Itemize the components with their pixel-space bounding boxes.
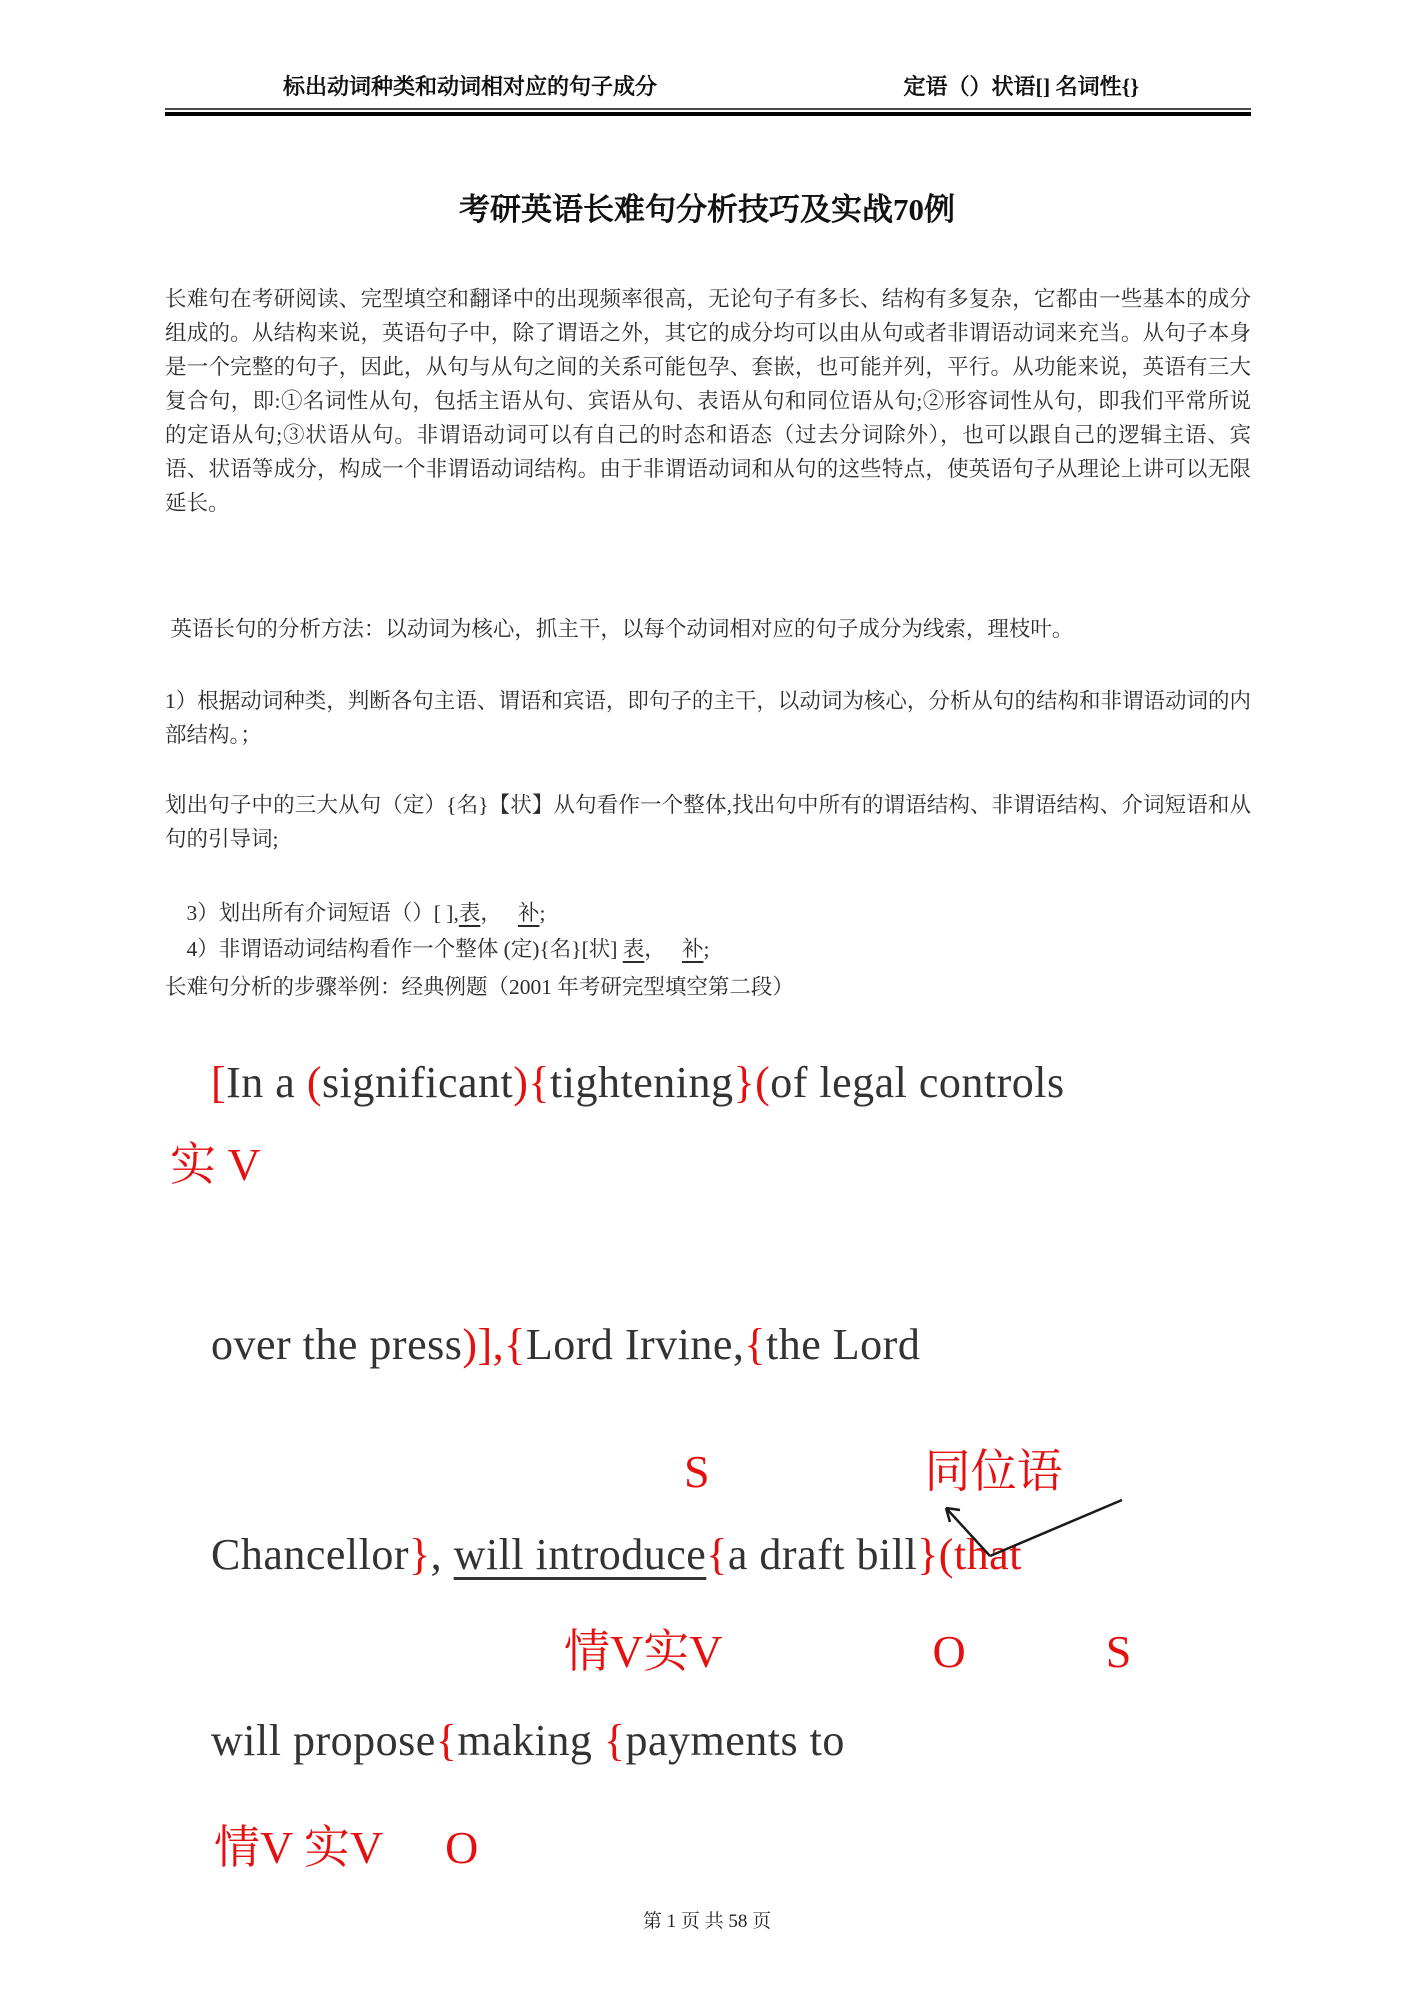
step-1-paragraph: 1）根据动词种类，判断各句主语、谓语和宾语，即句子的主干，以动词为核心，分析从句的结构和非谓语动词的内部结构。； bbox=[165, 689, 1251, 747]
sentence-segment: Lord Irvine, bbox=[525, 1320, 745, 1369]
verb-labels: 情V实V bbox=[564, 1626, 723, 1677]
brace-paren-mark: }( bbox=[733, 1058, 771, 1107]
brace-mark: } bbox=[409, 1530, 431, 1579]
page-footer: 第 1 页 共 58 页 bbox=[642, 1911, 772, 1932]
object-label: O bbox=[445, 1822, 479, 1873]
step-4-mid: ， bbox=[644, 937, 682, 961]
brace-mark: { bbox=[435, 1716, 458, 1765]
sentence-segment: over the press bbox=[211, 1320, 463, 1369]
sentence-segment: In a bbox=[226, 1058, 307, 1107]
step-3-predicative: 表 bbox=[458, 901, 481, 925]
page-title: 考研英语长难句分析技巧及实战70例 bbox=[459, 192, 955, 227]
relative-pronoun: that bbox=[953, 1530, 1022, 1579]
step-4-complement: 补 bbox=[681, 937, 704, 961]
sentence-line-1 bbox=[165, 1006, 1065, 1159]
object-label: O bbox=[932, 1626, 966, 1677]
brace-mark: { bbox=[706, 1530, 728, 1579]
paren-brace-mark: ){ bbox=[513, 1058, 551, 1107]
header-right-text: 定语（）状语[] 名词性{} bbox=[903, 74, 1139, 99]
sentence-segment: significant bbox=[322, 1058, 514, 1107]
header-left-text: 标出动词种类和动词相对应的句子成分 bbox=[283, 74, 658, 99]
paren-mark: ( bbox=[306, 1058, 322, 1107]
brace-mark: { bbox=[603, 1716, 626, 1765]
step-3-suffix: ; bbox=[539, 901, 546, 925]
sentence-segment: the Lord bbox=[766, 1320, 921, 1369]
subject-label: S bbox=[1105, 1626, 1132, 1677]
intro-paragraph: 长难句在考研阅读、完型填空和翻译中的出现频率很高，无论句子有多长、结构有多复杂，它都由一些基本的成分组成的。从结构来说，英语句子中，除了谓语之外，其它的成分均可以由从句或者非谓语动词来充当。从句子本身是一个完整的句子，因此，从句与从句之间的关系可能包孕、套嵌，也可能并列，平行。从功能来说，英语有三大复合句，即:①名词性从句，包括主语从句、宾语从句、表语从句和同位语从句;②形容词性从句，即我们平常所说的定语从句;③状语从句。非谓语动词可以有自己的时态和语态（过去分词除外），也可以跟自己的逻辑主语、宾语、状语等成分，构成一个非谓语动词结构。由于非谓语动词和从句的这些特点，使英语句子从理论上讲可以无限延长。 bbox=[165, 287, 1251, 515]
page-header bbox=[165, 70, 1251, 116]
bracket-mark: [ bbox=[211, 1058, 227, 1107]
predicate-underlined: will introduce bbox=[453, 1530, 707, 1579]
step-3-complement: 补 bbox=[517, 901, 540, 925]
brace-paren-mark: }( bbox=[917, 1530, 954, 1579]
header-rule-thin bbox=[165, 108, 1251, 110]
sentence-segment: will propose bbox=[211, 1716, 436, 1765]
sentence-segment: a draft bill bbox=[727, 1530, 918, 1579]
step-4-predicative: 表 bbox=[622, 937, 645, 961]
sentence-segment: of legal controls bbox=[770, 1058, 1065, 1107]
step-2-paragraph: 划出句子中的三大从句（定）{名}【状】从句看作一个整体,找出句中所有的谓语结构、非谓语结构、介词短语和从句的引导词; bbox=[165, 793, 1251, 851]
step-3-mid: ， bbox=[480, 901, 518, 925]
step-3-prefix: 3）划出所有介词短语（）[ ], bbox=[186, 901, 459, 925]
sentence-segment: tightening bbox=[550, 1058, 734, 1107]
sentence-segment: making bbox=[457, 1716, 604, 1765]
sentence-segment: payments to bbox=[625, 1716, 845, 1765]
step-4-suffix: ; bbox=[703, 937, 710, 961]
closing-marks: )],{ bbox=[462, 1320, 526, 1369]
header-rule-thick bbox=[165, 112, 1251, 116]
appositive-label: 同位语 bbox=[924, 1446, 1063, 1497]
subject-label: S bbox=[684, 1446, 710, 1497]
reference-arrow bbox=[918, 1496, 1130, 1566]
annotation-real-verb: 实 V bbox=[170, 1139, 261, 1190]
example-caption: 长难句分析的步骤举例：经典例题（2001 年考研完型填空第二段） bbox=[165, 975, 794, 999]
sentence-segment: , bbox=[430, 1530, 454, 1579]
sentence-segment: Chancellor bbox=[211, 1530, 410, 1579]
brace-mark: { bbox=[744, 1320, 767, 1369]
step-4-prefix: 4）非谓语动词结构看作一个整体 (定){名}[状] bbox=[186, 937, 623, 961]
verb-labels: 情V 实V bbox=[214, 1822, 384, 1873]
annotation-modal-real-verb-o bbox=[168, 1758, 478, 1930]
method-paragraph: 英语长句的分析方法：以动词为核心，抓主干，以每个动词相对应的句子成分为线索，理枝叶。 bbox=[165, 617, 1074, 641]
